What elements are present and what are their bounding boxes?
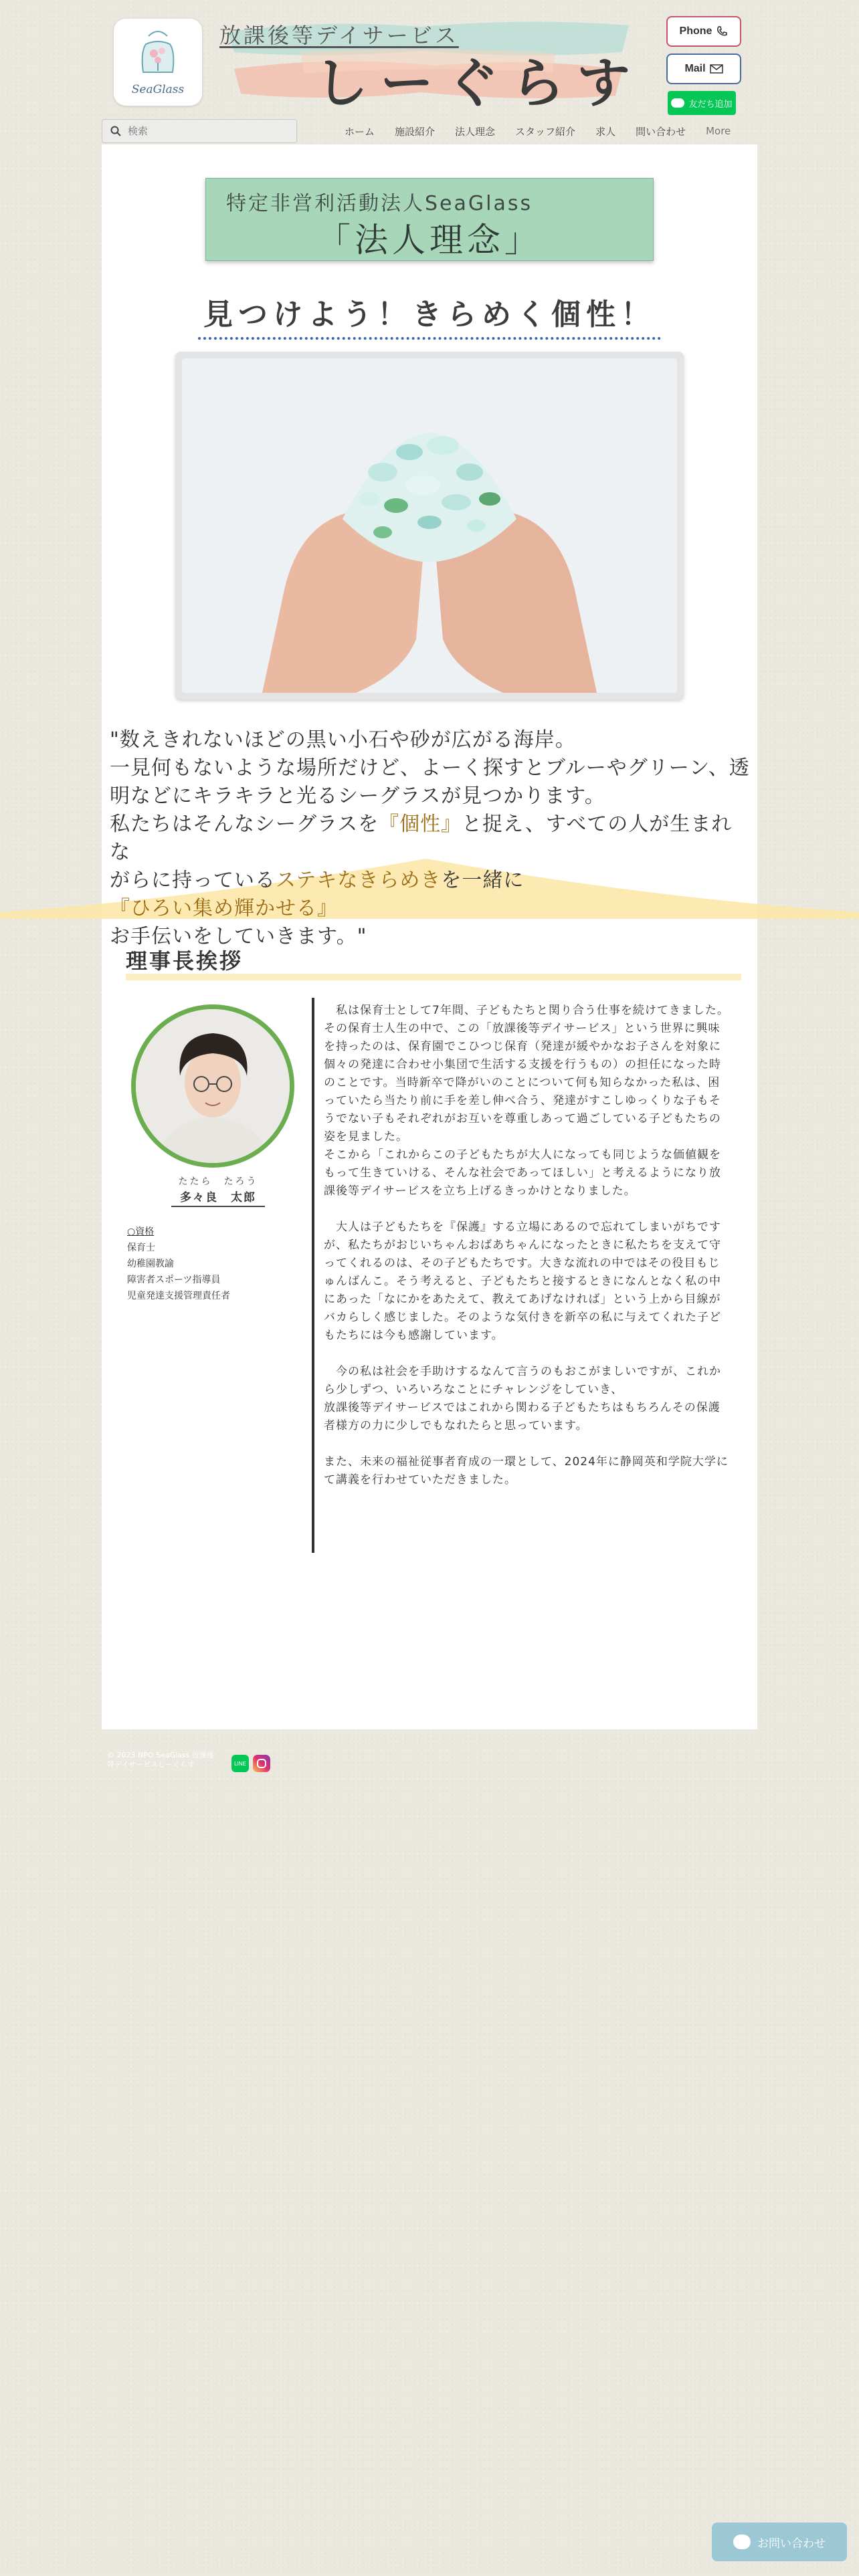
philosophy-text: [110, 726, 752, 951]
main-nav: [335, 119, 741, 143]
qualification-item: 障害者スポーツ指導員: [127, 1275, 221, 1285]
seaglass-photo: [175, 352, 684, 700]
mail-icon: [710, 64, 723, 74]
brand-name[interactable]: しーぐらす: [314, 52, 642, 114]
philosophy-line-3: 明などにキラキラと光るシーグラスが見つかります。: [110, 784, 605, 808]
footer-copy-line-1: © 2023 NPO SeaGlass 放課後: [107, 1751, 214, 1759]
qualification-item: 児童発達支援管理責任者: [127, 1291, 230, 1301]
nav-item-facility[interactable]: 施設紹介: [395, 125, 436, 138]
philosophy-kirameki: ステキなきらめき: [276, 869, 442, 892]
chairman-portrait: [131, 1004, 294, 1168]
greeting-paragraph-5: 放課後等デイサービスではこれから関わる子どもたちはもちろんその保護者様方の力に少しでもなれたらと思っています。: [324, 1401, 721, 1432]
footer-copy-line-2: 等デイサービスしーぐらす: [107, 1760, 195, 1769]
philosophy-kosei: 『個性』: [379, 813, 462, 836]
footer-instagram-icon[interactable]: [253, 1755, 270, 1772]
philosophy-line-5c: を一緒に: [441, 869, 524, 892]
phone-icon: [716, 25, 728, 37]
philosophy-line-2: 一見何もないような場所だけど、よーく探すとブルーやグリーン、透: [110, 756, 750, 780]
nav-item-staff[interactable]: スタッフ紹介: [515, 125, 576, 138]
nav-item-philosophy[interactable]: 法人理念: [455, 125, 496, 138]
greeting-paragraph-6: また、未来の福祉従事者育成の一環として、2024年に静岡英和学院大学にて講義を行わせていただきました。: [324, 1455, 729, 1487]
search-input[interactable]: [128, 126, 275, 137]
line-add-friend-button[interactable]: [668, 91, 736, 115]
greeting-paragraph-4: 今の私は社会を手助けするなんて言うのもおこがましいですが、これから少しずつ、いろいろなことにチャレンジをしていき、: [324, 1365, 721, 1396]
greeting-paragraph-3: 大人は子どもたちを『保護』する立場にあるので忘れてしまいがちですが、私たちがおじいちゃんおばあちゃんになったときに私たちを支えて守ってくれるのは、その子どもたちです。大きな流れの中ではその役目もじゅんばんこ。そう考えると、子どもたちと接するときになんとなく私の中にあった「なにかをあたえて、教えてあげなければ」という上から目線がバカらしく感じました。そのような気付きを新卒の私に与えてくれた子どもたちには今も感謝しています。: [324, 1220, 721, 1342]
brand-subtitle: 放課後等デイサービス: [219, 23, 459, 48]
qualification-item: 幼稚園教諭: [127, 1259, 174, 1269]
page-title-box: [205, 178, 654, 261]
mail-label: Mail: [684, 63, 706, 74]
philosophy-line-5a: がらに持っている: [110, 869, 276, 892]
philosophy-line-1: "数えきれないほどの黒い小石や砂が広がる海岸。: [110, 728, 576, 752]
nav-item-home[interactable]: ホーム: [345, 125, 375, 138]
nav-more[interactable]: More: [706, 125, 731, 137]
slogan-text: 見つけよう！きらめく個性！: [198, 290, 661, 340]
chat-bubble-icon: [733, 2535, 751, 2549]
footer-copyright: [107, 1751, 214, 1769]
qualifications: [127, 1224, 230, 1304]
phone-button[interactable]: [666, 16, 741, 47]
philosophy-hiroi: 『ひろい集め輝かせる』: [110, 897, 338, 920]
logo-text: SeaGlass: [131, 83, 185, 96]
philosophy-line-4c: と捉え、すべての人が生まれな: [110, 813, 733, 864]
site-logo[interactable]: [114, 19, 202, 106]
chairman-name: 多々良 太郎: [171, 1188, 265, 1207]
slogan: [102, 290, 757, 340]
mail-button[interactable]: [666, 53, 741, 84]
hands-with-seaglass-image: [182, 358, 677, 693]
qualifications-heading: ○資格: [127, 1226, 155, 1237]
search-icon: [110, 126, 121, 136]
greeting-message: [324, 1002, 729, 1489]
main-content: [102, 144, 757, 1729]
philosophy-line-5: [110, 867, 752, 923]
chat-label: お問い合わせ: [757, 2537, 826, 2551]
greeting-heading: 理事長挨拶: [126, 948, 244, 974]
greeting-divider: [312, 998, 314, 1553]
org-name: 特定非営利活動法人SeaGlass: [226, 192, 533, 215]
nav-item-recruit[interactable]: 求人: [595, 125, 616, 138]
chairman-photo-image: [136, 1009, 290, 1163]
chairman-name-reading: たたら たろう: [178, 1176, 258, 1187]
philosophy-line-6: お手伝いをしていきます。": [110, 925, 367, 948]
qualification-item: 保育士: [127, 1243, 155, 1253]
greeting-paragraph-1: 私は保育士として7年間、子どもたちと関り合う仕事を続けてきました。その保育士人生の中で、この「放課後等デイサービス」という世界に興味を持ったのは、保育園でこひつじ保育（発達が緩やかなお子さんを対象に個々の発達に合わせ小集団で生活する支援を行うもの）の担任になった時のことです。当時新卒で降がいのことについて何も知らなかった私は、困っていたら当たり前に手を差し伸べ合う、発達がすこしゆっくりな子もそうでない子もそれぞれがお互いを尊重しあって過ごしている子どもたちの姿を見ました。: [324, 1004, 729, 1144]
philosophy-line-4a: 私たちはそんなシーグラスを: [110, 813, 379, 836]
line-add-friend-label: 友だち追加: [688, 99, 733, 110]
line-icon: [671, 98, 684, 108]
phone-label: Phone: [679, 25, 712, 37]
search-bar[interactable]: [102, 119, 297, 143]
philosophy-line-4: [110, 811, 752, 867]
nav-item-contact[interactable]: 問い合わせ: [636, 125, 686, 138]
greeting-paragraph-2: そこから「これからこの子どもたちが大人になっても同じような価値観をもって生きていける、そんな社会であってほしい」と考えるようになり放課後等デイサービスを立ち上げるきっかけとなりました。: [324, 1148, 721, 1198]
footer-line-icon[interactable]: [231, 1755, 249, 1772]
chat-widget-button[interactable]: [712, 2523, 847, 2561]
page-title: 「法人理念」: [317, 221, 542, 259]
seaglass-logo-icon: [134, 25, 182, 79]
footer-line-label: LINE: [234, 1760, 246, 1767]
